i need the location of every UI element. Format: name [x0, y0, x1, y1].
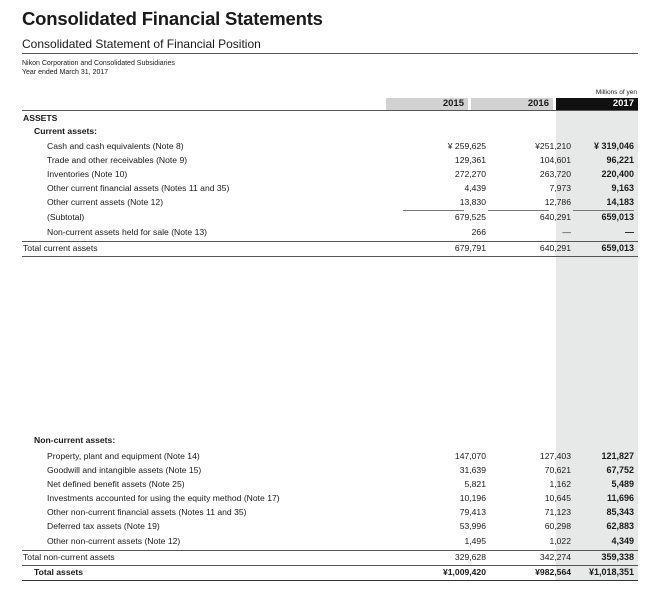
value-2017: 659,013 [601, 212, 634, 222]
value-2015: 679,525 [454, 212, 486, 222]
value-2015: 129,361 [454, 155, 486, 165]
column-header-2015: 2015 [442, 98, 464, 109]
row-label: Deferred tax assets (Note 19) [47, 521, 160, 531]
row-label: Other current financial assets (Notes 11 and 35) [47, 183, 230, 193]
value-2016: 70,621 [544, 465, 571, 475]
value-2017: 9,163 [611, 183, 634, 193]
row-label: Inventories (Note 10) [47, 169, 128, 179]
row-label: Trade and other receivables (Note 9) [47, 155, 188, 165]
table-row [22, 242, 638, 255]
value-2017: 96,221 [606, 155, 634, 165]
row-label: Net defined benefit assets (Note 25) [47, 479, 185, 489]
row-label: Other non-current assets (Note 12) [47, 536, 181, 546]
value-2015: 31,639 [459, 465, 486, 475]
value-2016: 1,022 [549, 536, 571, 546]
value-2015: 4,439 [464, 183, 486, 193]
value-2015: 272,270 [454, 169, 486, 179]
bottom-rule [22, 580, 638, 581]
table-row [22, 551, 638, 564]
value-2016: ¥982,564 [535, 567, 571, 577]
value-2016: — [562, 227, 571, 237]
table-row [22, 492, 638, 505]
value-2017: 359,338 [601, 552, 634, 562]
value-2017: 4,349 [611, 536, 634, 546]
section-label: ASSETS [23, 113, 58, 123]
table-row [22, 182, 638, 195]
value-2015: 79,413 [459, 507, 486, 517]
value-2016: 60,298 [544, 521, 571, 531]
value-2016: ¥251,210 [535, 141, 571, 151]
value-2017: 659,013 [601, 243, 634, 253]
row-label: Total assets [34, 567, 84, 577]
table-row [22, 154, 638, 167]
page-title: Consolidated Financial Statements [22, 8, 323, 29]
value-2015: 10,196 [459, 493, 486, 503]
table-row [22, 211, 638, 224]
row-label: Total non-current assets [23, 552, 115, 562]
section-noncurrent-assets [22, 434, 638, 447]
value-2016: 10,645 [544, 493, 571, 503]
value-2017: 121,827 [601, 451, 634, 461]
value-2015: 329,628 [454, 552, 486, 562]
title-rule [22, 53, 638, 54]
table-row [22, 520, 638, 533]
value-2016: 71,123 [544, 507, 571, 517]
table-row [22, 196, 638, 209]
value-2017: 5,489 [611, 479, 634, 489]
value-2015: ¥1,009,420 [442, 567, 486, 577]
value-2016: 342,274 [539, 552, 571, 562]
value-2017: 67,752 [606, 465, 634, 475]
row-label: Cash and cash equivalents (Note 8) [47, 141, 184, 151]
column-header-2017: 2017 [612, 98, 634, 109]
value-2015: 1,495 [464, 536, 486, 546]
table-row [22, 535, 638, 548]
row-label: Investments accounted for using the equity method (Note 17) [47, 493, 280, 503]
value-2016: 104,601 [539, 155, 571, 165]
value-2015: 13,830 [459, 197, 486, 207]
row-label: (Subtotal) [47, 212, 85, 222]
table-row [22, 506, 638, 519]
statement-subtitle: Consolidated Statement of Financial Position [22, 37, 261, 51]
table-row [22, 450, 638, 463]
value-2017: — [625, 227, 634, 237]
column-header-2016: 2016 [527, 98, 549, 109]
value-2017: 85,343 [606, 507, 634, 517]
value-2015: 5,821 [464, 479, 486, 489]
row-label: Non-current assets held for sale (Note 13) [47, 227, 208, 237]
unit-label: Millions of yen [595, 89, 637, 96]
value-2017: 11,696 [606, 493, 634, 503]
total-current-bottom-rule [22, 256, 638, 257]
section-label: Current assets: [34, 126, 98, 136]
section-label: Non-current assets: [34, 435, 116, 445]
row-label: Goodwill and intangible assets (Note 15) [47, 465, 202, 475]
table-row [22, 140, 638, 153]
value-2017: ¥1,018,351 [588, 567, 634, 577]
value-2016: 640,291 [539, 212, 571, 222]
value-2017: 62,883 [606, 521, 634, 531]
value-2017: 220,400 [601, 169, 634, 179]
value-2015: 53,996 [459, 521, 486, 531]
table-row-total [22, 566, 638, 579]
section-assets [22, 112, 638, 125]
value-2016: 640,291 [539, 243, 571, 253]
header-rule [22, 110, 638, 111]
table-row [22, 478, 638, 491]
row-label: Other non-current financial assets (Notes 11 and 35) [47, 507, 247, 517]
row-label: Total current assets [23, 243, 98, 253]
section-current-assets [22, 125, 638, 138]
value-2015: 266 [471, 227, 486, 237]
value-2015: 147,070 [454, 451, 486, 461]
value-2016: 12,786 [544, 197, 571, 207]
row-label: Property, plant and equipment (Note 14) [47, 451, 200, 461]
value-2017: 14,183 [606, 197, 634, 207]
company-info [22, 60, 175, 77]
value-2016: 127,403 [539, 451, 571, 461]
value-2015: 679,791 [454, 243, 486, 253]
table-row [22, 168, 638, 181]
row-label: Other current assets (Note 12) [47, 197, 164, 207]
company-name: Nikon Corporation and Consolidated Subsidiaries [22, 60, 175, 67]
value-2017: ¥ 319,046 [593, 141, 634, 151]
value-2015: ¥ 259,625 [447, 141, 486, 151]
table-row [22, 226, 638, 239]
period-label: Year ended March 31, 2017 [22, 68, 109, 76]
value-2016: 7,973 [549, 183, 571, 193]
value-2016: 263,720 [539, 169, 571, 179]
value-2016: 1,162 [549, 479, 571, 489]
table-row [22, 464, 638, 477]
